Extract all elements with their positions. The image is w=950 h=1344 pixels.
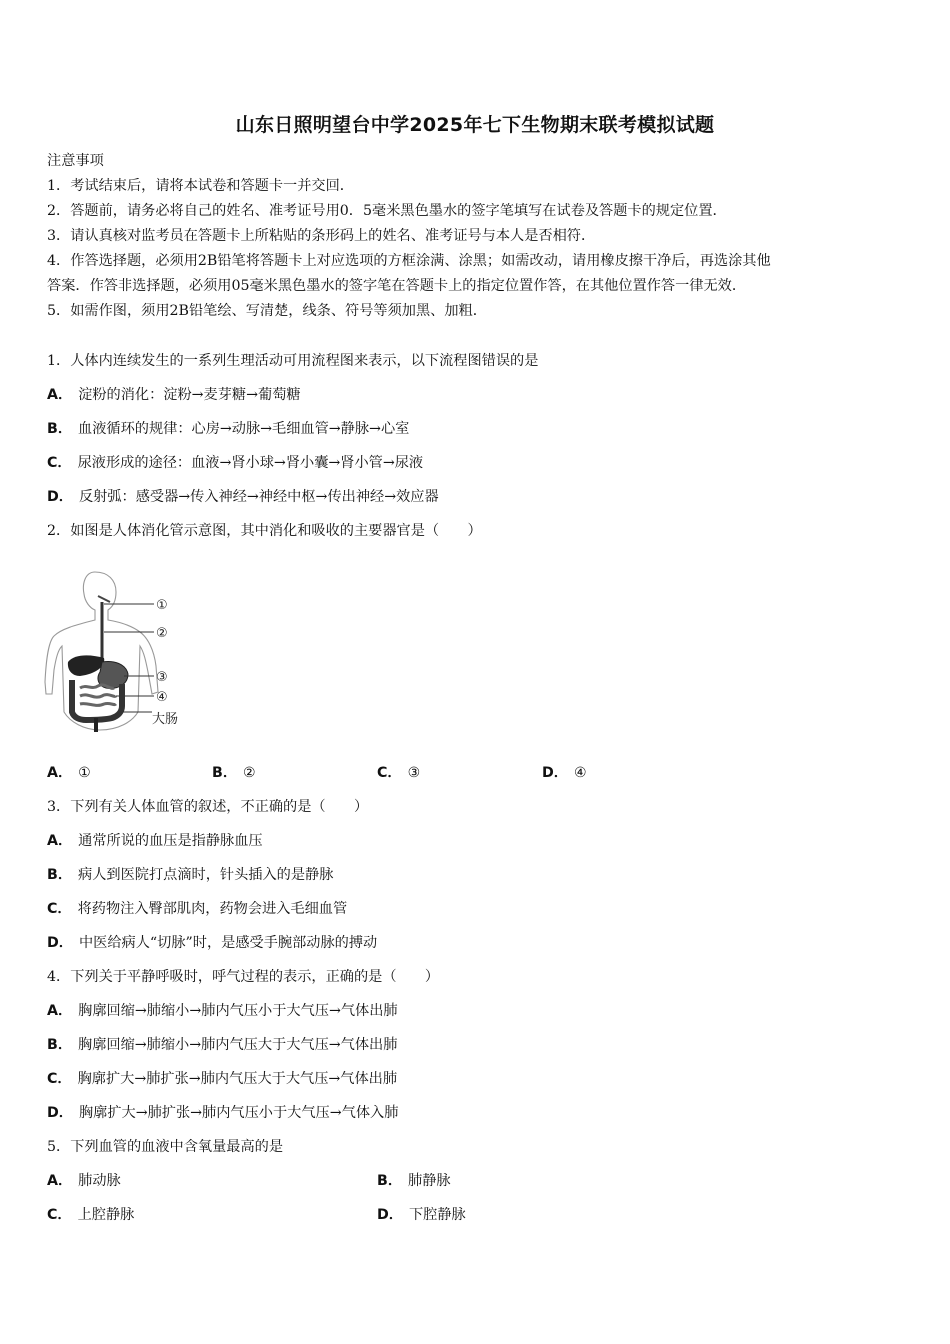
exam-title: 山东日照明望台中学2025年七下生物期末联考模拟试题 [235,114,715,136]
q1-option-a: A． 淀粉的消化：淀粉→麦芽糖→葡萄糖 [47,387,301,403]
question-2-stem: 2．如图是人体消化管示意图，其中消化和吸收的主要器官是（ ） [47,523,482,539]
notice-item: 1．考试结束后，请将本试卷和答题卡一并交回． [47,178,354,194]
q2-option-a: A． ① [47,765,91,781]
notice-item: 答案．作答非选择题，必须用05毫米黑色墨水的签字笔在答题卡上的指定位置作答，在其他位置作答一律无效． [47,278,747,294]
q5-option-a: A． 肺动脉 [47,1173,121,1189]
figure-label-4: ④ [156,690,168,705]
q3-option-a: A． 通常所说的血压是指静脉血压 [47,833,263,849]
question-5-stem: 5．下列血管的血液中含氧量最高的是 [47,1139,284,1155]
q1-option-d: D． 反射弧：感受器→传入神经→神经中枢→传出神经→效应器 [47,489,439,505]
q2-option-b: B． ② [212,765,256,781]
figure-label-large-intestine: 大肠 [152,712,179,727]
question-4-stem: 4．下列关于平静呼吸时，呼气过程的表示，正确的是（ ） [47,969,440,985]
notice-item: 2．答题前，请务必将自己的姓名、准考证号用0．5毫米黑色墨水的签字笔填写在试卷及答题卡的规定位置． [47,203,727,219]
notice-item: 5．如需作图，须用2B铅笔绘、写清楚，线条、符号等须加黑、加粗． [47,303,487,319]
question-3-stem: 3．下列有关人体血管的叙述，不正确的是（ ） [47,799,369,815]
figure-label-1: ① [156,598,168,613]
question-1-stem: 1．人体内连续发生的一系列生理活动可用流程图来表示，以下流程图错误的是 [47,353,539,369]
q5-option-d: D． 下腔静脉 [377,1207,466,1223]
digestive-tract-figure [40,562,200,740]
q2-option-c: C． ③ [377,765,421,781]
q3-option-c: C． 将药物注入臀部肌肉，药物会进入毛细血管 [47,901,348,917]
q4-option-a: A． 胸廓回缩→肺缩小→肺内气压小于大气压→气体出肺 [47,1003,398,1019]
notice-item: 4．作答选择题，必须用2B铅笔将答题卡上对应选项的方框涂满、涂黑；如需改动，请用橡皮擦干净后，再选涂其他 [47,253,771,269]
notice-item: 3．请认真核对监考员在答题卡上所粘贴的条形码上的姓名、准考证号与本人是否相符． [47,228,596,244]
notice-label: 注意事项 [47,153,104,169]
q3-option-d: D． 中医给病人“切脉”时，是感受手腕部动脉的搏动 [47,935,378,951]
q2-option-d: D． ④ [542,765,587,781]
q4-option-d: D． 胸廓扩大→肺扩张→肺内气压小于大气压→气体入肺 [47,1105,399,1121]
q3-option-b: B． 病人到医院打点滴时，针头插入的是静脉 [47,867,334,883]
q1-option-c: C． 尿液形成的途径：血液→肾小球→肾小囊→肾小管→尿液 [47,455,424,471]
q4-option-c: C． 胸廓扩大→肺扩张→肺内气压大于大气压→气体出肺 [47,1071,398,1087]
q5-option-b: B． 肺静脉 [377,1173,451,1189]
q4-option-b: B． 胸廓回缩→肺缩小→肺内气压大于大气压→气体出肺 [47,1037,398,1053]
figure-label-3: ③ [156,670,168,685]
q1-option-b: B． 血液循环的规律：心房→动脉→毛细血管→静脉→心室 [47,421,410,437]
figure-label-2: ② [156,626,168,641]
q5-option-c: C． 上腔静脉 [47,1207,135,1223]
